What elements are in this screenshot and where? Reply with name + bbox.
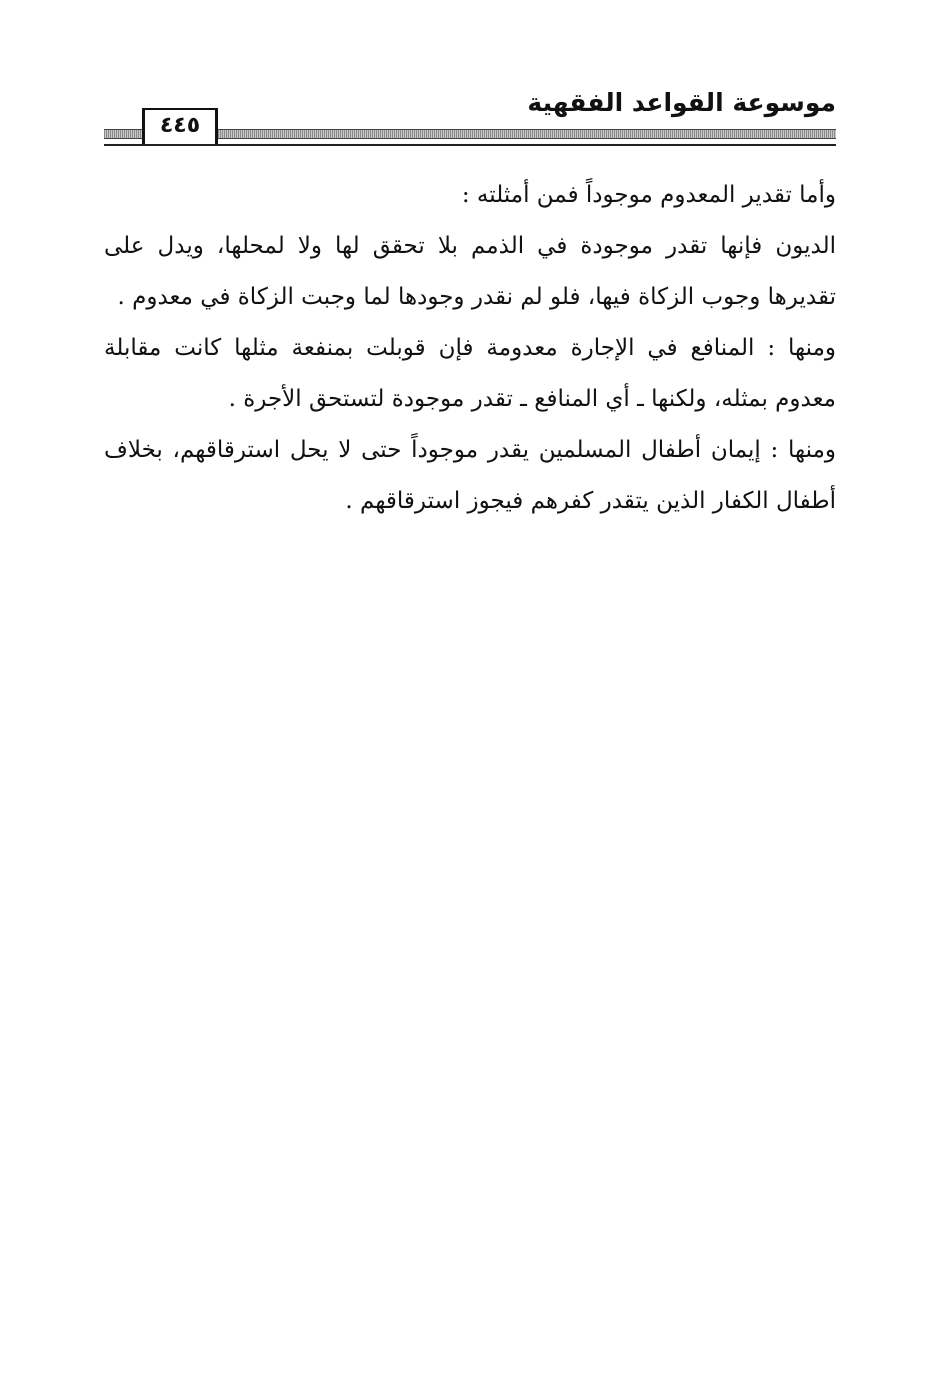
- page-header: [104, 78, 836, 150]
- body-text: [104, 170, 836, 527]
- paragraph-benefits: ومنها : المنافع في الإجارة معدومة فإن قوبلت بمنفعة مثلها كانت مقابلة معدوم بمثله، ولكنها ـ أي المنافع ـ تقدر موجودة لتستحق الأجرة .: [104, 335, 836, 412]
- book-title: موسوعة القواعد الفقهية: [527, 88, 836, 117]
- header-rule-thin: [104, 144, 836, 146]
- paragraph-debts: الديون فإنها تقدر موجودة في الذمم بلا تحقق لها ولا لمحلها، ويدل على تقديرها وجوب الزكاة فيها، فلو لم نقدر وجودها لما وجبت الزكاة في معدوم .: [104, 233, 836, 310]
- page-number: ٤٤٥: [142, 108, 218, 144]
- paragraph-children: ومنها : إيمان أطفال المسلمين يقدر موجوداً حتى لا يحل استرقاقهم، بخلاف أطفال الكفار الذين يتقدر كفرهم فيجوز استرقاقهم .: [104, 437, 836, 514]
- paragraph-intro: وأما تقدير المعدوم موجوداً فمن أمثلته :: [461, 182, 836, 208]
